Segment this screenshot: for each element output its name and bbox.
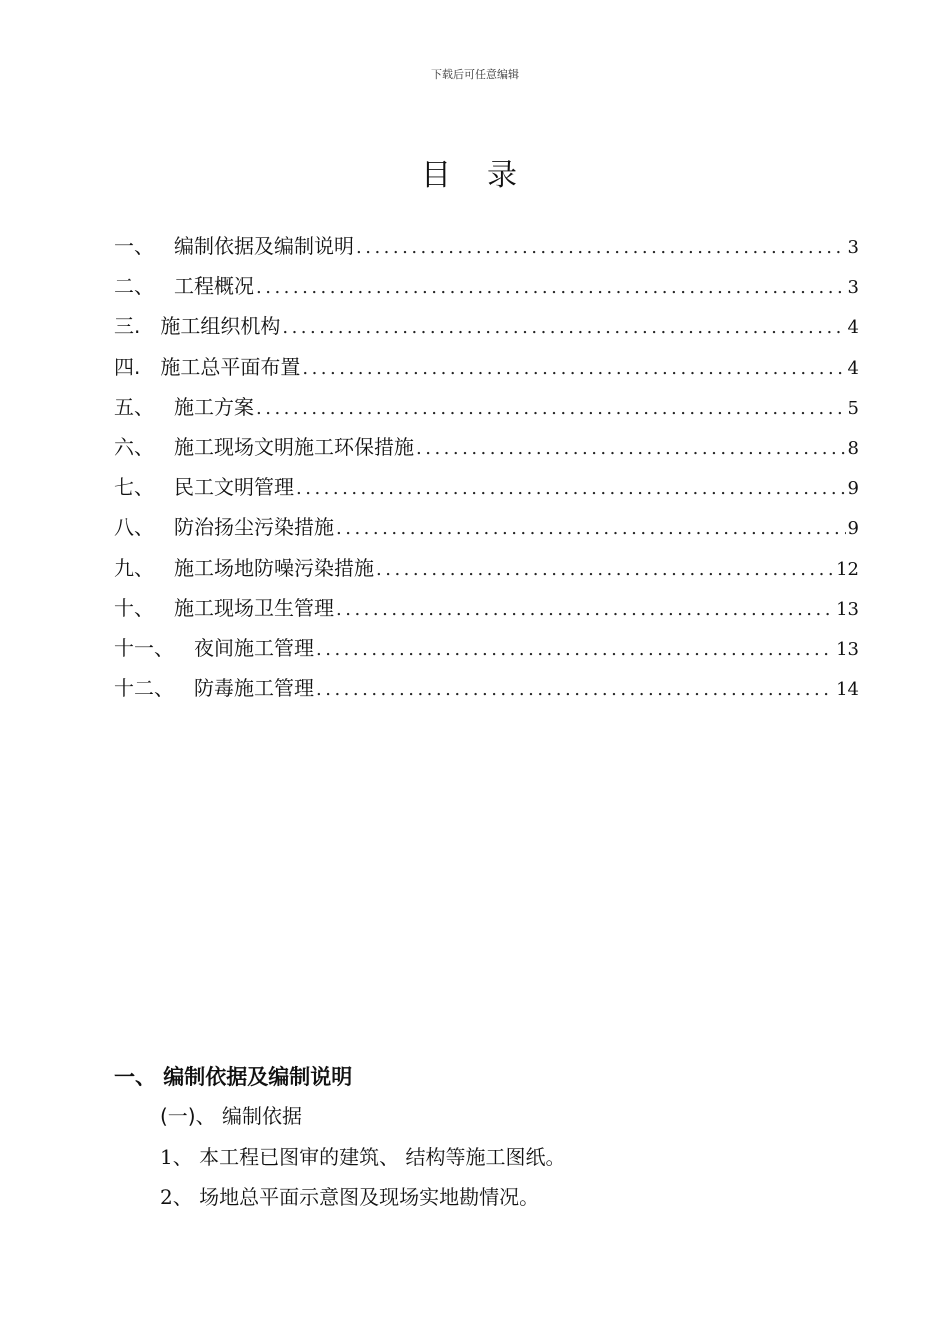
toc-dot-leader	[376, 550, 834, 590]
toc-entry-title: 施工场地防噪污染措施	[174, 555, 374, 580]
toc-entry-title: 施工组织机构	[160, 314, 281, 339]
toc-dot-leader	[256, 389, 846, 429]
toc-entry[interactable]	[114, 507, 859, 547]
toc-dot-leader	[282, 308, 845, 348]
toc-entry-page: 3	[847, 277, 859, 299]
toc-dot-leader	[336, 509, 846, 549]
toc-title: 目录	[421, 158, 553, 193]
toc-entry-number: 五、	[114, 394, 174, 419]
toc-entry-title: 民工文明管理	[174, 475, 294, 500]
toc-entry[interactable]	[114, 467, 859, 507]
list-item-number: 2、	[160, 1185, 193, 1209]
toc-entry-number: 七、	[114, 475, 174, 500]
section-heading: 一、 编制依据及编制说明	[114, 1065, 353, 1089]
toc-entry-title: 夜间施工管理	[194, 635, 314, 660]
toc-entry-number: 三.	[114, 314, 161, 339]
toc-entry-title: 防毒施工管理	[194, 676, 314, 701]
toc-entry-page: 5	[847, 397, 859, 419]
toc-entry-page: 9	[847, 518, 859, 540]
toc-entry-number: 十、	[114, 595, 174, 620]
toc-entry-page: 13	[836, 598, 859, 620]
toc-entry-number: 十一、	[114, 635, 194, 660]
toc-entry-number: 二、	[114, 274, 174, 299]
list-item	[160, 1181, 539, 1213]
toc-entry-page: 14	[836, 679, 859, 701]
toc-entry-number: 九、	[114, 555, 174, 580]
toc-entry-page: 13	[836, 638, 859, 660]
toc-entry-title: 防治扬尘污染措施	[174, 515, 334, 540]
toc-dot-leader	[316, 630, 834, 670]
toc-dot-leader	[316, 670, 834, 710]
section-subheading: (一)、 编制依据	[160, 1104, 302, 1128]
list-item	[160, 1141, 565, 1173]
table-of-contents	[114, 226, 859, 708]
toc-dot-leader	[416, 429, 846, 469]
toc-dot-leader	[336, 590, 834, 630]
toc-entry-page: 8	[847, 437, 859, 459]
toc-entry[interactable]	[114, 387, 859, 427]
toc-entry[interactable]	[114, 588, 859, 628]
toc-entry-number: 十二、	[114, 676, 194, 701]
toc-dot-leader	[256, 268, 846, 308]
toc-entry-page: 4	[847, 357, 859, 379]
toc-entry-title: 工程概况	[174, 274, 254, 299]
toc-entry-page: 3	[847, 237, 859, 258]
toc-entry[interactable]	[114, 347, 859, 387]
list-item-text: 本工程已图审的建筑、 结构等施工图纸。	[199, 1145, 566, 1169]
toc-entry[interactable]	[114, 668, 859, 708]
toc-dot-leader	[296, 469, 846, 509]
toc-entry[interactable]	[114, 427, 859, 467]
toc-entry[interactable]	[114, 226, 859, 266]
list-item-text: 场地总平面示意图及现场实地勘情况。	[199, 1185, 540, 1209]
toc-entry-title: 编制依据及编制说明	[174, 234, 354, 258]
toc-entry-page: 12	[836, 558, 859, 580]
toc-entry-number: 一、	[114, 234, 174, 258]
toc-entry-number: 六、	[114, 434, 174, 459]
page-header-note: 下载后可任意编辑	[431, 68, 519, 81]
toc-entry-page: 9	[847, 478, 859, 500]
toc-entry-number: 八、	[114, 515, 174, 540]
toc-entry-title: 施工现场卫生管理	[174, 595, 334, 620]
toc-entry[interactable]	[114, 548, 859, 588]
list-item-number: 1、	[160, 1145, 193, 1169]
toc-entry-number: 四.	[114, 354, 161, 379]
toc-entry[interactable]	[114, 628, 859, 668]
toc-entry[interactable]	[114, 266, 859, 306]
toc-entry[interactable]	[114, 306, 859, 346]
toc-entry-title: 施工现场文明施工环保措施	[174, 434, 414, 459]
toc-entry-title: 施工总平面布置	[160, 354, 301, 379]
toc-entry-title: 施工方案	[174, 394, 254, 419]
toc-dot-leader	[302, 349, 845, 389]
toc-entry-page: 4	[847, 317, 859, 339]
toc-dot-leader	[356, 228, 846, 268]
